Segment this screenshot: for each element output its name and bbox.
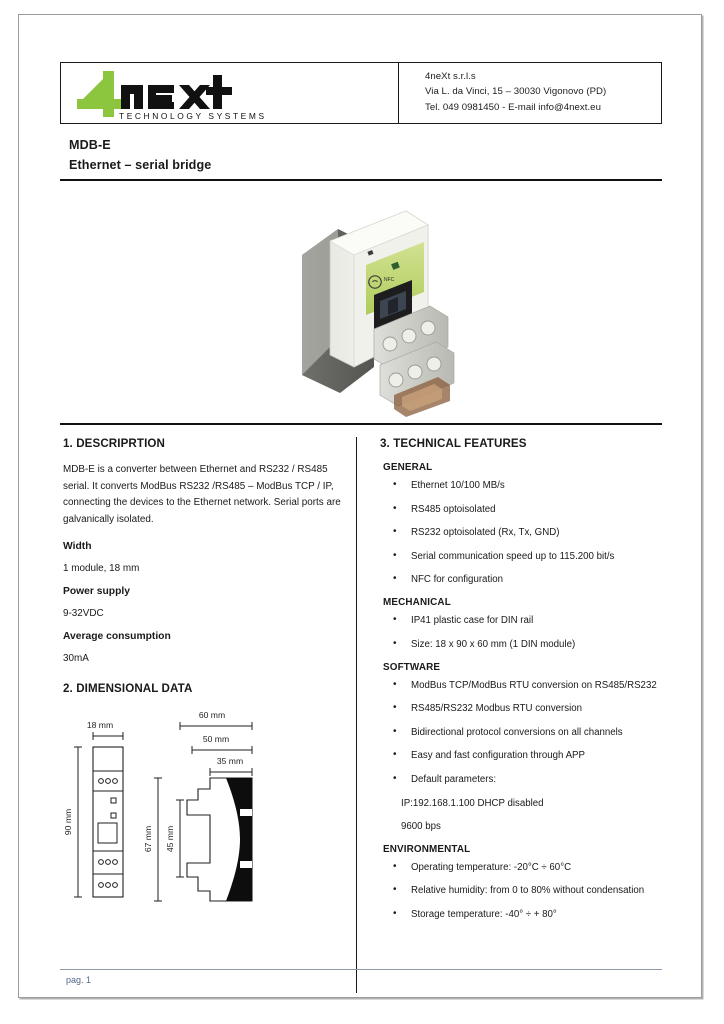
group-heading-software: SOFTWARE: [383, 661, 441, 673]
list-item: • RS232 optoisolated (Rx, Tx, GND): [377, 526, 662, 540]
company-name: 4neXt s.r.l.s: [425, 71, 476, 82]
company-logo: [73, 67, 273, 121]
product-photo: [278, 189, 468, 417]
page-number: pag. 1: [66, 975, 92, 985]
product-model: MDB-E: [69, 138, 111, 152]
feature-list-environmental: [377, 861, 662, 922]
list-item: • RS485 optoisolated: [377, 503, 662, 517]
dim-side-w1-label: 60 mm: [198, 710, 226, 721]
din-rail-module-illustration: [278, 189, 468, 417]
spec-label-width: Width: [63, 541, 92, 553]
logo-graphic: [73, 67, 273, 121]
product-subtitle: Ethernet – serial bridge: [69, 158, 212, 172]
spec-value-power-supply: 9-32VDC: [63, 608, 104, 620]
list-item: • Storage temperature: -40° ÷ + 80°: [377, 908, 662, 922]
feature-list-software: [377, 679, 662, 787]
group-heading-environmental: ENVIRONMENTAL: [383, 843, 471, 855]
company-address: [399, 63, 661, 123]
divider-above-columns: [60, 423, 662, 425]
dim-front-width-label: 18 mm: [86, 720, 114, 731]
right-column: [356, 437, 662, 993]
feature-list-mechanical: [377, 614, 662, 652]
footer-divider: [60, 969, 662, 970]
content-columns: [60, 437, 662, 993]
datasheet-page: [18, 14, 702, 998]
dim-side-h1-label: 67 mm: [143, 826, 153, 853]
group-heading-mechanical: MECHANICAL: [383, 597, 451, 608]
dim-front-height-label: 90 mm: [63, 809, 73, 836]
list-item: • IP41 plastic case for DIN rail: [377, 614, 662, 628]
dim-side-w3-label: 35 mm: [216, 756, 244, 767]
list-item: • Ethernet 10/100 MB/s: [377, 479, 662, 493]
spec-label-average-consumption: Average consumption: [63, 631, 171, 643]
list-item: • Default parameters:: [377, 773, 662, 787]
section-2-heading: 2. DIMENSIONAL DATA: [63, 682, 193, 696]
section-1-heading: 1. DESCRIPRTION: [63, 437, 165, 450]
dim-side-h2-label: 45 mm: [165, 826, 175, 853]
dimension-diagram: [60, 705, 340, 920]
page-footer: [60, 969, 662, 985]
list-item: • Relative humidity: from 0 to 80% without condensation: [377, 884, 662, 898]
company-contact: Tel. 049 0981450 - E-mail info@4next.eu: [425, 101, 601, 113]
logo-tagline: TECHNOLOGY SYSTEMS: [119, 111, 267, 121]
default-parameter-baud: 9600 bps: [401, 821, 441, 832]
list-item: • ModBus TCP/ModBus RTU conversion on RS485/RS232: [377, 679, 662, 693]
product-description: MDB-E is a converter between Ethernet and RS232 / RS485 serial. It converts ModBus RS232 /RS485 – ModBus TCP / IP, connecting the devices to the Ethernet network. Serial ports are galvanically isolated.: [63, 464, 341, 525]
svg-text:NFC: NFC: [384, 277, 395, 283]
page-content: [60, 62, 662, 962]
product-title-block: [60, 135, 662, 176]
product-photo-area: [60, 181, 662, 423]
document-header: [60, 62, 662, 124]
list-item: • Easy and fast configuration through APP: [377, 749, 662, 763]
left-column: [60, 437, 356, 993]
list-item: • NFC for configuration: [377, 573, 662, 587]
spec-label-power-supply: Power supply: [63, 586, 130, 598]
list-item: • Operating temperature: -20°C ÷ 60°C: [377, 861, 662, 875]
section-3-heading: 3. TECHNICAL FEATURES: [380, 437, 527, 450]
list-item: • RS485/RS232 Modbus RTU conversion: [377, 702, 662, 716]
list-item: • Serial communication speed up to 115.200 bit/s: [377, 550, 662, 564]
feature-list-general: [377, 479, 662, 587]
group-heading-general: GENERAL: [383, 462, 433, 473]
spec-value-average-consumption: 30mA: [63, 653, 89, 665]
dim-side-w2-label: 50 mm: [202, 734, 230, 745]
spec-value-width: 1 module, 18 mm: [63, 563, 140, 575]
logo-cell: [61, 63, 399, 123]
default-parameter-ip: IP:192.168.1.100 DHCP disabled: [401, 797, 544, 809]
list-item: • Bidirectional protocol conversions on all channels: [377, 726, 662, 740]
dimensional-drawings: [60, 705, 342, 923]
company-street: Via L. da Vinci, 15 – 30030 Vigonovo (PD): [425, 86, 607, 98]
list-item: • Size: 18 x 90 x 60 mm (1 DIN module): [377, 638, 662, 652]
